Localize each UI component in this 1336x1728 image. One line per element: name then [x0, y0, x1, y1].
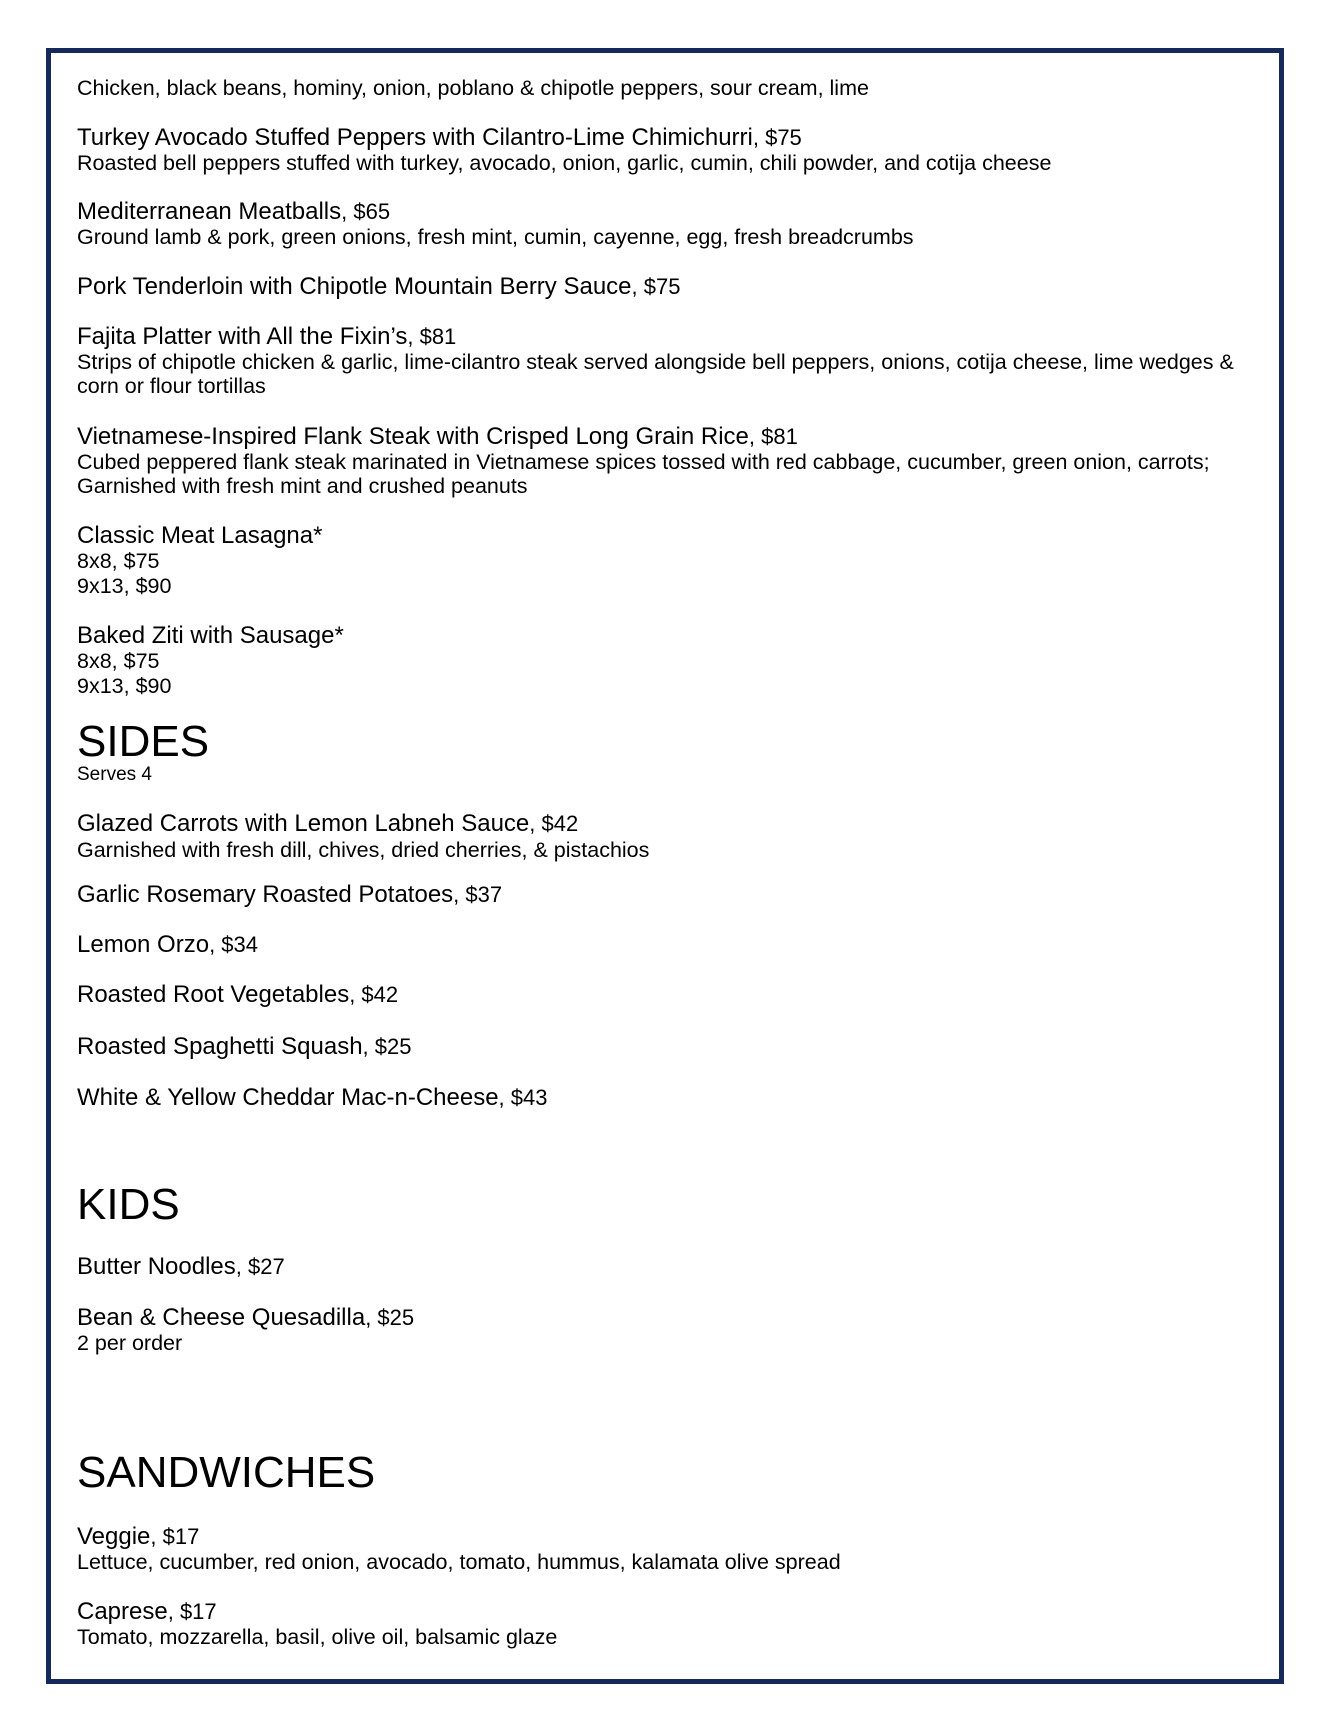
menu-item-name: Caprese — [77, 1598, 168, 1625]
menu-item-price: , $42 — [529, 811, 579, 836]
menu-item-price: , $34 — [209, 932, 258, 957]
menu-item-title — [77, 424, 798, 450]
menu-item-description: Tomato, mozzarella, basil, olive oil, balsamic glaze — [77, 1625, 558, 1649]
menu-item-description: Cubed peppered flank steak marinated in Vietnamese spices tossed with red cabbage, cucumber, green onion, carrots; Garnished with fresh mint and crushed peanuts — [77, 450, 1210, 498]
entree-intro-description: Chicken, black beans, hominy, onion, poblano & chipotle peppers, sour cream, lime — [77, 76, 869, 100]
menu-item-title — [77, 1034, 411, 1060]
menu-item-title — [77, 274, 680, 300]
menu-item-title — [77, 1305, 414, 1331]
menu-item-price: , $17 — [150, 1524, 200, 1549]
menu-item-price: , $42 — [349, 982, 399, 1007]
menu-item-name: Pork Tenderloin with Chipotle Mountain Berry Sauce — [77, 273, 632, 300]
menu-item-title — [77, 523, 322, 549]
section-title-kids: KIDS — [77, 1180, 180, 1229]
menu-item-description: Roasted bell peppers stuffed with turkey, avocado, onion, garlic, cumin, chili powder, and cotija cheese — [77, 151, 1052, 175]
menu-item-name: Turkey Avocado Stuffed Peppers with Cilantro-Lime Chimichurri — [77, 124, 753, 151]
section-title-sandwiches: SANDWICHES — [77, 1448, 376, 1497]
menu-item-size: 8x8, $75 — [77, 549, 160, 573]
menu-item-price: , $81 — [748, 424, 798, 449]
menu-item-size: 9x13, $90 — [77, 674, 172, 698]
menu-item-title — [77, 1254, 285, 1280]
section-serves-note: Serves 4 — [77, 764, 152, 785]
menu-item-description: Strips of chipotle chicken & garlic, lime-cilantro steak served alongside bell peppers, onions, cotija cheese, lime wedges & corn or flour tortillas — [77, 350, 1234, 398]
menu-item-price: , $25 — [365, 1305, 415, 1330]
menu-item-name: White & Yellow Cheddar Mac-n-Cheese — [77, 1084, 499, 1111]
menu-item-name: Roasted Spaghetti Squash — [77, 1033, 363, 1060]
menu-item-price: , $75 — [631, 274, 681, 299]
menu-item-title — [77, 125, 802, 151]
menu-item-description: Garnished with fresh dill, chives, dried cherries, & pistachios — [77, 838, 650, 862]
menu-item-name: Classic Meat Lasagna* — [77, 522, 323, 549]
menu-item-name: Garlic Rosemary Roasted Potatoes — [77, 881, 454, 908]
menu-item-size: 9x13, $90 — [77, 574, 172, 598]
menu-item-name: Bean & Cheese Quesadilla — [77, 1304, 366, 1331]
menu-item-title — [77, 1524, 199, 1550]
menu-item-price: , $25 — [362, 1034, 412, 1059]
menu-item-name: Lemon Orzo — [77, 931, 210, 958]
menu-item-price: , $81 — [407, 324, 457, 349]
menu-item-name: Glazed Carrots with Lemon Labneh Sauce — [77, 810, 530, 837]
menu-item-price: , $75 — [752, 125, 802, 150]
menu-item-name: Vietnamese-Inspired Flank Steak with Crisped Long Grain Rice — [77, 423, 749, 450]
menu-item-title — [77, 882, 502, 908]
section-title-sides: SIDES — [77, 717, 210, 766]
menu-item-title — [77, 982, 398, 1008]
menu-item-price: , $27 — [235, 1254, 285, 1279]
menu-item-description: 2 per order — [77, 1331, 183, 1355]
menu-item-title — [77, 932, 258, 958]
menu-item-name: Veggie — [77, 1523, 151, 1550]
menu-item-title — [77, 199, 390, 225]
menu-item-price: , $43 — [498, 1085, 548, 1110]
menu-item-title — [77, 1599, 217, 1625]
menu-item-description: Ground lamb & pork, green onions, fresh mint, cumin, cayenne, egg, fresh breadcrumbs — [77, 225, 914, 249]
menu-item-name: Butter Noodles — [77, 1253, 236, 1280]
menu-item-price: , $65 — [341, 199, 391, 224]
menu-item-name: Roasted Root Vegetables — [77, 981, 350, 1008]
menu-item-title — [77, 811, 578, 837]
menu-item-description: Lettuce, cucumber, red onion, avocado, tomato, hummus, kalamata olive spread — [77, 1550, 841, 1574]
menu-item-price: , $17 — [167, 1599, 217, 1624]
menu-item-title — [77, 1085, 547, 1111]
menu-item-name: Mediterranean Meatballs — [77, 198, 342, 225]
menu-item-title — [77, 324, 456, 350]
menu-item-price: , $37 — [453, 882, 503, 907]
menu-item-title — [77, 623, 344, 649]
menu-item-name: Fajita Platter with All the Fixin’s — [77, 323, 408, 350]
menu-item-name: Baked Ziti with Sausage* — [77, 622, 344, 649]
menu-item-size: 8x8, $75 — [77, 649, 160, 673]
